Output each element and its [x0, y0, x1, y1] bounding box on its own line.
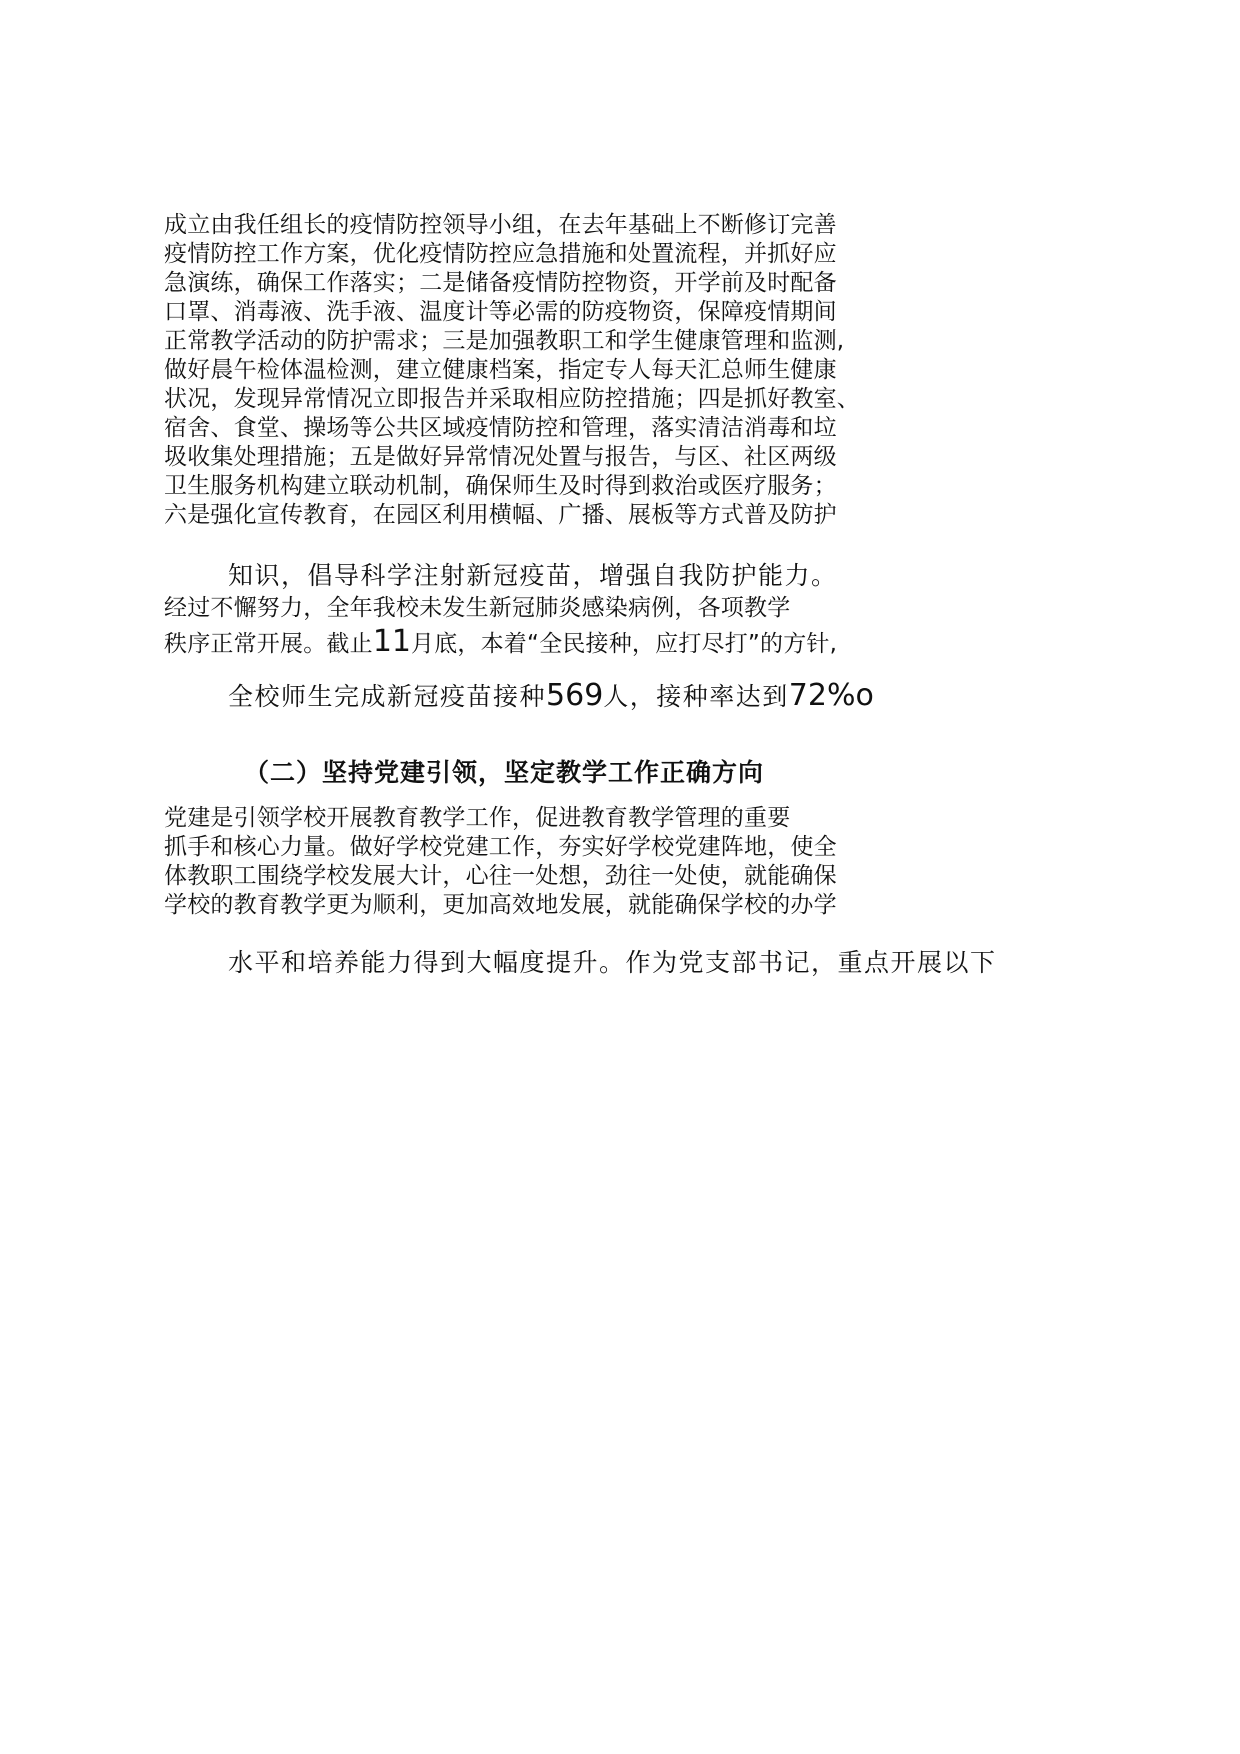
vaccinated-count: 569 — [546, 678, 604, 713]
text-line: 宿舍、食堂、操场等公共区域疫情防控和管理，落实清洁消毒和垃 — [164, 415, 837, 441]
text-line: 党建是引领学校开展教育教学工作，促进教育教学管理的重要 — [164, 805, 791, 831]
text-line: 体教职工围绕学校发展大计，心往一处想，劲往一处使，就能确保 — [164, 863, 837, 889]
text-line: 口罩、消毒液、洗手液、温度计等必需的防疫物资，保障疫情期间 — [164, 299, 837, 325]
text-line: 做好晨午检体温检测，建立健康档案，指定专人每天汇总师生健康 — [164, 357, 837, 383]
text-line-serif: 水平和培养能力得到大幅度提升。作为党支部书记，重点开展以下 — [228, 948, 997, 977]
text-line: 六是强化宣传教育，在园区利用横幅、广播、展板等方式普及防护 — [164, 502, 837, 528]
text-fragment: 人，接种率达到 — [603, 682, 789, 711]
paragraph-vaccination — [164, 594, 837, 661]
text-fragment: 全校师生完成新冠疫苗接种 — [228, 682, 547, 711]
text-line: 疫情防控工作方案，优化疫情防控应急措施和处置流程，并抓好应 — [164, 241, 837, 267]
text-line — [164, 623, 837, 661]
text-line: 正常教学活动的防护需求；三是加强教职工和学生健康管理和监测, — [164, 328, 845, 354]
paragraph-epidemic-measures — [164, 211, 860, 530]
section-heading: （二）坚持党建引领，坚定教学工作正确方向 — [244, 758, 765, 787]
vaccination-rate: 72%o — [788, 678, 874, 713]
text-line-serif: 知识，倡导科学注射新冠疫苗，增强自我防护能力。 — [228, 561, 838, 590]
text-fragment: 秩序正常开展。截止 — [164, 631, 373, 657]
text-line: 圾收集处理措施；五是做好异常情况处置与报告，与区、社区两级 — [164, 444, 837, 470]
text-line: 抓手和核心力量。做好学校党建工作，夯实好学校党建阵地，使全 — [164, 834, 837, 860]
text-line: 急演练，确保工作落实；二是储备疫情防控物资，开学前及时配备 — [164, 270, 837, 296]
text-line: 卫生服务机构建立联动机制，确保师生及时得到救治或医疗服务； — [164, 473, 837, 499]
text-line: 经过不懈努力，全年我校未发生新冠肺炎感染病例，各项教学 — [164, 595, 791, 621]
paragraph-party-building — [164, 804, 837, 920]
text-line: 学校的教育教学更为顺利，更加高效地发展，就能确保学校的办学 — [164, 892, 837, 918]
text-line: 成立由我任组长的疫情防控领导小组，在去年基础上不断修订完善 — [164, 212, 837, 238]
month-number: 11 — [372, 624, 411, 659]
vaccination-stats-line — [228, 677, 874, 713]
text-line: 状况，发现异常情况立即报告并采取相应防控措施；四是抓好教室、 — [164, 386, 860, 412]
text-fragment: 月底，本着“全民接种，应打尽打”的方针, — [411, 631, 838, 657]
